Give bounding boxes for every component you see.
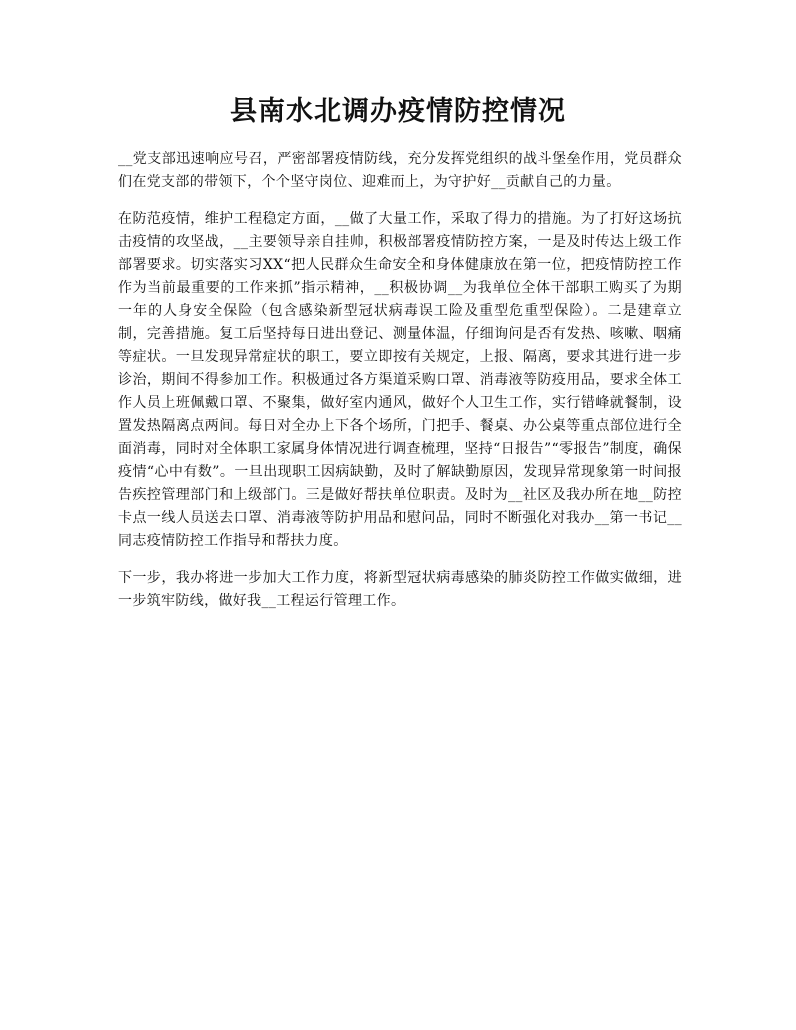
document-body: [118, 148, 682, 627]
document-title: 县南水北调办疫情防控情况: [230, 96, 566, 127]
paragraph-intro: __党支部迅速响应号召，严密部署疫情防线，充分发挥党组织的战斗堡垒作用，党员群众们在党支部的带领下，个个坚守岗位、迎难而上，为守护好__贡献自己的力量。: [118, 151, 682, 190]
paragraph-next-steps: 下一步，我办将进一步加大工作力度，将新型冠状病毒感染的肺炎防控工作做实做细，进一步筑牢防线，做好我__工程运行管理工作。: [118, 570, 682, 609]
paragraph-measures: 在防范疫情，维护工程稳定方面，__做了大量工作，采取了得力的措施。为了打好这场抗击疫情的攻坚战，__主要领导亲自挂帅，积极部署疫情防控方案，一是及时传达上级工作部署要求。切实落实习XX“把人民群众生命安全和身体健康放在第一位，把疫情防控工作作为当前最重要的工作来抓”指示精神，__积极协调__为我单位全体干部职工购买了为期一年的人身安全保险（包含感染新型冠状病毒误工险及重型危重型保险）。二是建章立制，完善措施。复工后坚持每日进出登记、测量体温，仔细询问是否有发热、咳嗽、咽痛等症状。一旦发现异常症状的职工，要立即按有关规定，上报、隔离，要求其进行进一步诊治，期间不得参加工作。积极通过各方渠道采购口罩、消毒液等防疫用品，要求全体工作人员上班佩戴口罩、不聚集，做好室内通风，做好个人卫生工作，实行错峰就餐制，设置发热隔离点两间。每日对全办上下各个场所，门把手、餐桌、办公桌等重点部位进行全面消毒，同时对全体职工家属身体情况进行调查梳理，坚持“日报告”“零报告”制度，确保疫情“心中有数”。一旦出现职工因病缺勤，及时了解缺勤原因，发现异常现象第一时间报告疾控管理部门和上级部门。三是做好帮扶单位职责。及时为__社区及我办所在地__防控卡点一线人员送去口罩、消毒液等防护用品和慰问品，同时不断强化对我办__第一书记__同志疫情防控工作指导和帮扶力度。: [118, 211, 682, 549]
